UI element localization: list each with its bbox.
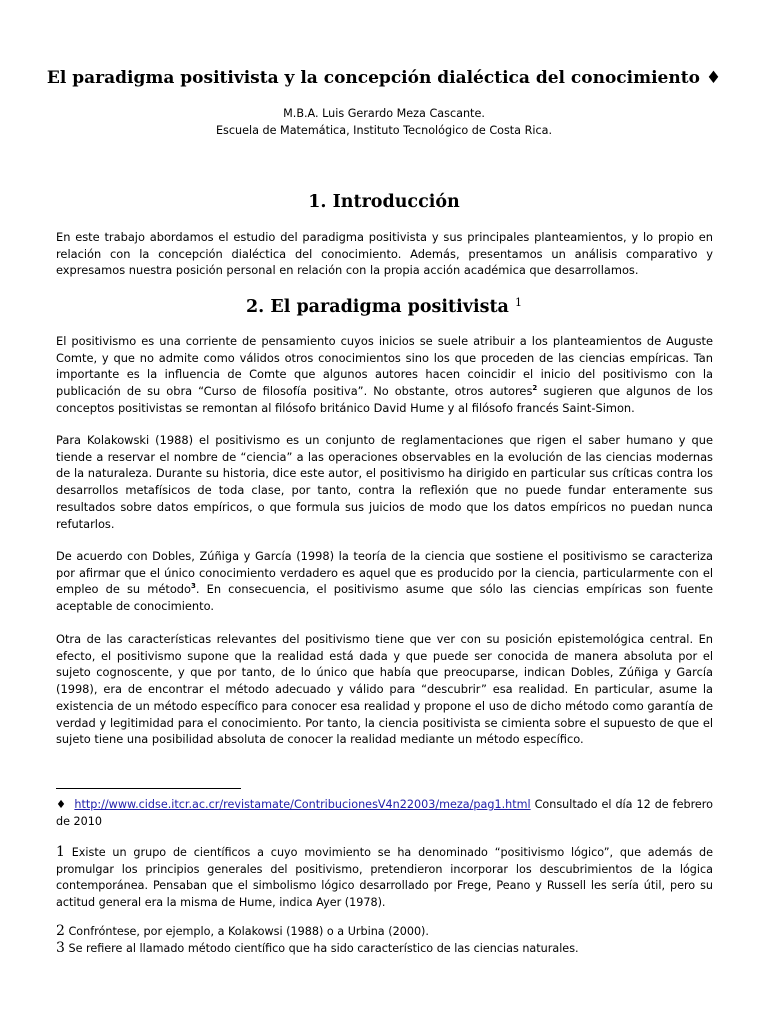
p1-footnote-ref: 2 (532, 384, 538, 393)
author-affiliation: Escuela de Matemática, Instituto Tecnológico de Costa Rica. (215, 124, 553, 137)
positivism-paragraph-3 (56, 548, 713, 615)
positivism-paragraph-1 (56, 333, 713, 417)
p3-text-a: De acuerdo con Dobles, Zúñiga y García (1998) la teoría de la ciencia que sostiene el positivismo se caracteriza por afirmar que el único conocimiento verdadero es aquel que es producido por la ciencia, particularmente con el empleo de su método (56, 549, 713, 597)
p3-footnote-ref: 3 (191, 582, 196, 591)
document-title (0, 68, 768, 88)
positivism-paragraph-2: Para Kolakowski (1988) el positivismo es un conjunto de reglamentaciones que rigen el saber humano y que tiende a reservar el nombre de “ciencia” a las operaciones observables en la evolución de las ciencias modernas de la naturaleza. Durante su historia, dice este autor, el positivismo ha dirigido en particular sus críticas contra los desarrollos metafísicos de toda clase, por tanto, contra la reflexión que no puede fundar enteramente sus resultados sobre datos empíricos, o que formula sus juicios de modo que los datos empíricos no puedan nunca refutarlos. (56, 433, 713, 531)
footnote-source-text: Consultado el día 12 de febrero de 2010 (56, 798, 714, 828)
positivism-heading (0, 296, 768, 317)
title-footnote-mark: ♦ (705, 68, 722, 88)
intro-heading: 1. Introducción (308, 192, 460, 212)
footnote-1-text: Existe un grupo de científicos a cuyo movimiento se ha denominado “positivismo lógico”, que además de promulgar los principios generales del positivismo, pretendieron incorporar los descubrimientos de la lógica contemporánea. Pensaban que el simbolismo lógico desarrollado por Frege, Peano y Russell les sería útil, pero su actitud general era la misma de Hume, indica Ayer (1978). (56, 846, 713, 909)
footnote-separator (56, 788, 241, 789)
p3-text-b: . En consecuencia, el positivismo asume que sólo las ciencias empíricas son fuente aceptable de conocimiento. (56, 582, 713, 614)
footnote-2 (56, 923, 713, 941)
positivism-heading-note: 1 (514, 296, 522, 309)
p1-text-b: sugieren que algunos de los conceptos positivistas se remontan al filósofo británico David Hume y al filósofo francés Saint-Simon. (56, 384, 713, 415)
p1-text-a: El positivismo es una corriente de pensamiento cuyos inicios se suele atribuir a los planteamientos de Auguste Comte, y que no admite como válidos otros conocimientos sino los que proceden de las ciencias empíricas. Tan importante es la influencia de Comte que algunos autores hacen coincidir el inicio del positivismo con la publicación de su obra “Curso de filosofía positiva”. No obstante, otros autores (56, 334, 713, 399)
footnote-2-text: Confróntese, por ejemplo, a Kolakowsi (1988) o a Urbina (2000). (64, 925, 429, 938)
footnote-1 (56, 844, 713, 911)
footnote-2-mark: 2 (56, 923, 65, 939)
title-text: El paradigma positivista y la concepción dialéctica del conocimiento (46, 68, 700, 88)
source-link[interactable]: http://www.cidse.itcr.ac.cr/revistamate/ContribucionesV4n22003/meza/pag1.html (74, 798, 531, 811)
positivism-paragraph-4: Otra de las características relevantes del positivismo tiene que ver con su posición epistemológica central. En efecto, el positivismo supone que la realidad está dada y que puede ser conocida de manera absoluta por el sujeto cognoscente, y que por tanto, de lo único que había que preocuparse, indican Dobles, Zúñiga y García (1998), era de encontrar el método adecuado y válido para “descubrir” esa realidad. En particular, asume la existencia de un método específico para conocer esa realidad y propone el uso de dicho método como garantía de verdad y legitimidad para el conocimiento. Por tanto, la ciencia positivista se cimienta sobre el supuesto de que el sujeto tiene una posibilidad absoluta de conocer la realidad mediante un método específico. (56, 632, 713, 747)
footnote-source-mark: ♦ (56, 798, 67, 811)
footnote-3 (56, 940, 713, 958)
positivism-heading-text: 2. El paradigma positivista (246, 297, 509, 317)
author-name: M.B.A. Luis Gerardo Meza Cascante. (283, 107, 485, 120)
footnote-3-text: Se refiere al llamado método científico que ha sido característico de las ciencias naturales. (64, 942, 579, 955)
footnote-source (56, 797, 713, 830)
footnote-3-mark: 3 (56, 940, 65, 956)
footnote-1-mark: 1 (56, 844, 65, 860)
intro-paragraph: En este trabajo abordamos el estudio del paradigma positivista y sus principales planteamientos, y lo propio en relación con la concepción dialéctica del conocimiento. Además, presentamos un análisis comparativo y expresamos nuestra posición personal en relación con la propia acción académica que desarrollamos. (56, 230, 713, 278)
